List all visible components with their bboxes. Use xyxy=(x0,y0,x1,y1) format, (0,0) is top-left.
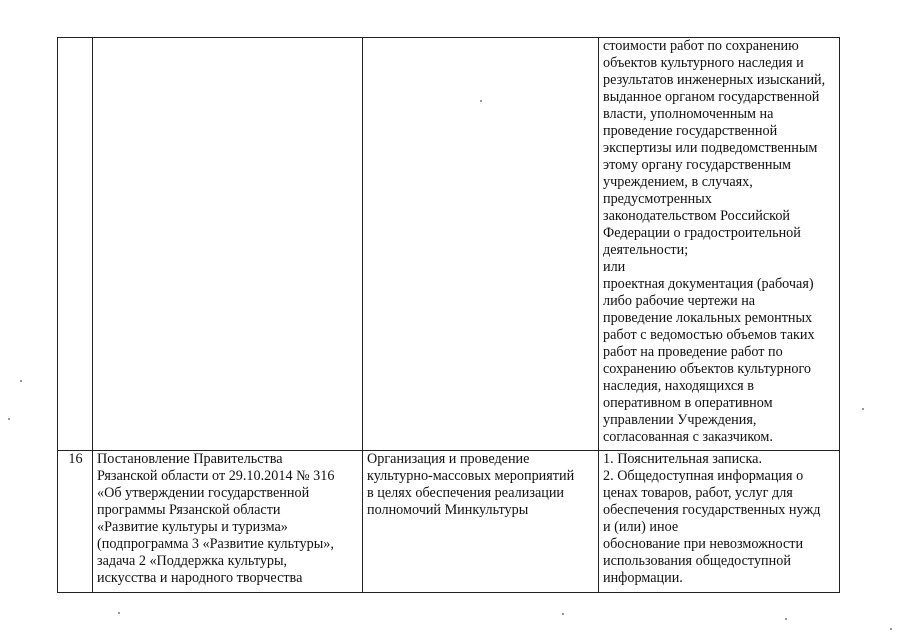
text-line: сохранению объектов культурного xyxy=(603,361,812,377)
scan-speck xyxy=(8,418,10,420)
scan-speck xyxy=(118,612,120,614)
text-line: проектная документация (рабочая) xyxy=(603,276,814,292)
text-line: информации. xyxy=(603,570,683,586)
text-line: власти, уполномоченным на xyxy=(603,106,774,122)
text-line: управлении Учреждения, xyxy=(603,412,757,428)
text-line: проведение государственной xyxy=(603,123,778,139)
documents-cell xyxy=(599,451,840,593)
text-line: наследия, находящихся в xyxy=(603,378,754,394)
text-line: (подпрограмма 3 «Развитие культуры», xyxy=(97,536,334,552)
text-line: 2. Общедоступная информация о xyxy=(603,468,804,484)
text-line: «Развитие культуры и туризма» xyxy=(97,519,288,535)
text-line: оперативном в оперативном xyxy=(603,395,773,411)
scan-speck xyxy=(480,100,482,102)
scan-speck xyxy=(862,408,864,410)
text-line: предусмотренных xyxy=(603,191,712,207)
text-line: ценах товаров, работ, услуг для xyxy=(603,485,793,501)
text-line: 1. Пояснительная записка. xyxy=(603,451,762,467)
text-line: и (или) иное xyxy=(603,519,679,535)
text-line: объектов культурного наследия и xyxy=(603,55,804,71)
scan-speck xyxy=(785,618,787,620)
documents-text xyxy=(603,451,836,587)
text-line: этому органу государственным xyxy=(603,157,792,173)
scan-speck xyxy=(20,380,22,382)
table-row-16 xyxy=(58,451,840,593)
legal-basis-cell xyxy=(93,451,363,593)
legal-basis-text xyxy=(97,451,359,587)
text-line: Федерации о градостроительной xyxy=(603,225,801,241)
documents-cell xyxy=(599,38,840,451)
row-number-cell: 16 xyxy=(58,451,93,593)
activity-cell xyxy=(363,451,599,593)
scan-speck xyxy=(890,628,892,630)
text-line: обеспечения государственных нужд xyxy=(603,502,821,518)
document-table xyxy=(57,37,840,593)
text-line: Рязанской области от 29.10.2014 № 316 xyxy=(97,468,335,484)
text-line: стоимости работ по сохранению xyxy=(603,38,799,54)
text-line: согласованная с заказчиком. xyxy=(603,429,773,445)
text-line: выданное органом государственной xyxy=(603,89,820,105)
scan-speck xyxy=(562,613,564,615)
text-line: учреждением, в случаях, xyxy=(603,174,753,190)
text-line: культурно-массовых мероприятий xyxy=(367,468,575,484)
text-line: работ на проведение работ по xyxy=(603,344,783,360)
text-line: работ с ведомостью объемов таких xyxy=(603,327,815,343)
activity-text xyxy=(367,451,595,519)
text-line: в целях обеспечения реализации xyxy=(367,485,565,501)
text-line: полномочий Минкультуры xyxy=(367,502,529,518)
text-line: задача 2 «Поддержка культуры, xyxy=(97,553,288,569)
row-number-cell xyxy=(58,38,93,451)
text-line: Постановление Правительства xyxy=(97,451,283,467)
text-line: проведение локальных ремонтных xyxy=(603,310,813,326)
table-row-continuation xyxy=(58,38,840,451)
text-line: обоснование при невозможности xyxy=(603,536,804,552)
text-line: или xyxy=(603,259,626,275)
documents-text xyxy=(603,38,836,446)
text-line: экспертизы или подведомственным xyxy=(603,140,818,156)
text-line: либо рабочие чертежи на xyxy=(603,293,756,309)
text-line: законодательством Российской xyxy=(603,208,791,224)
text-line: результатов инженерных изысканий, xyxy=(603,72,826,88)
text-line: искусства и народного творчества xyxy=(97,570,303,586)
legal-basis-cell xyxy=(93,38,363,451)
text-line: «Об утверждении государственной xyxy=(97,485,310,501)
text-line: использования общедоступной xyxy=(603,553,791,569)
text-line: программы Рязанской области xyxy=(97,502,281,518)
text-line: Организация и проведение xyxy=(367,451,530,467)
text-line: деятельности; xyxy=(603,242,689,258)
